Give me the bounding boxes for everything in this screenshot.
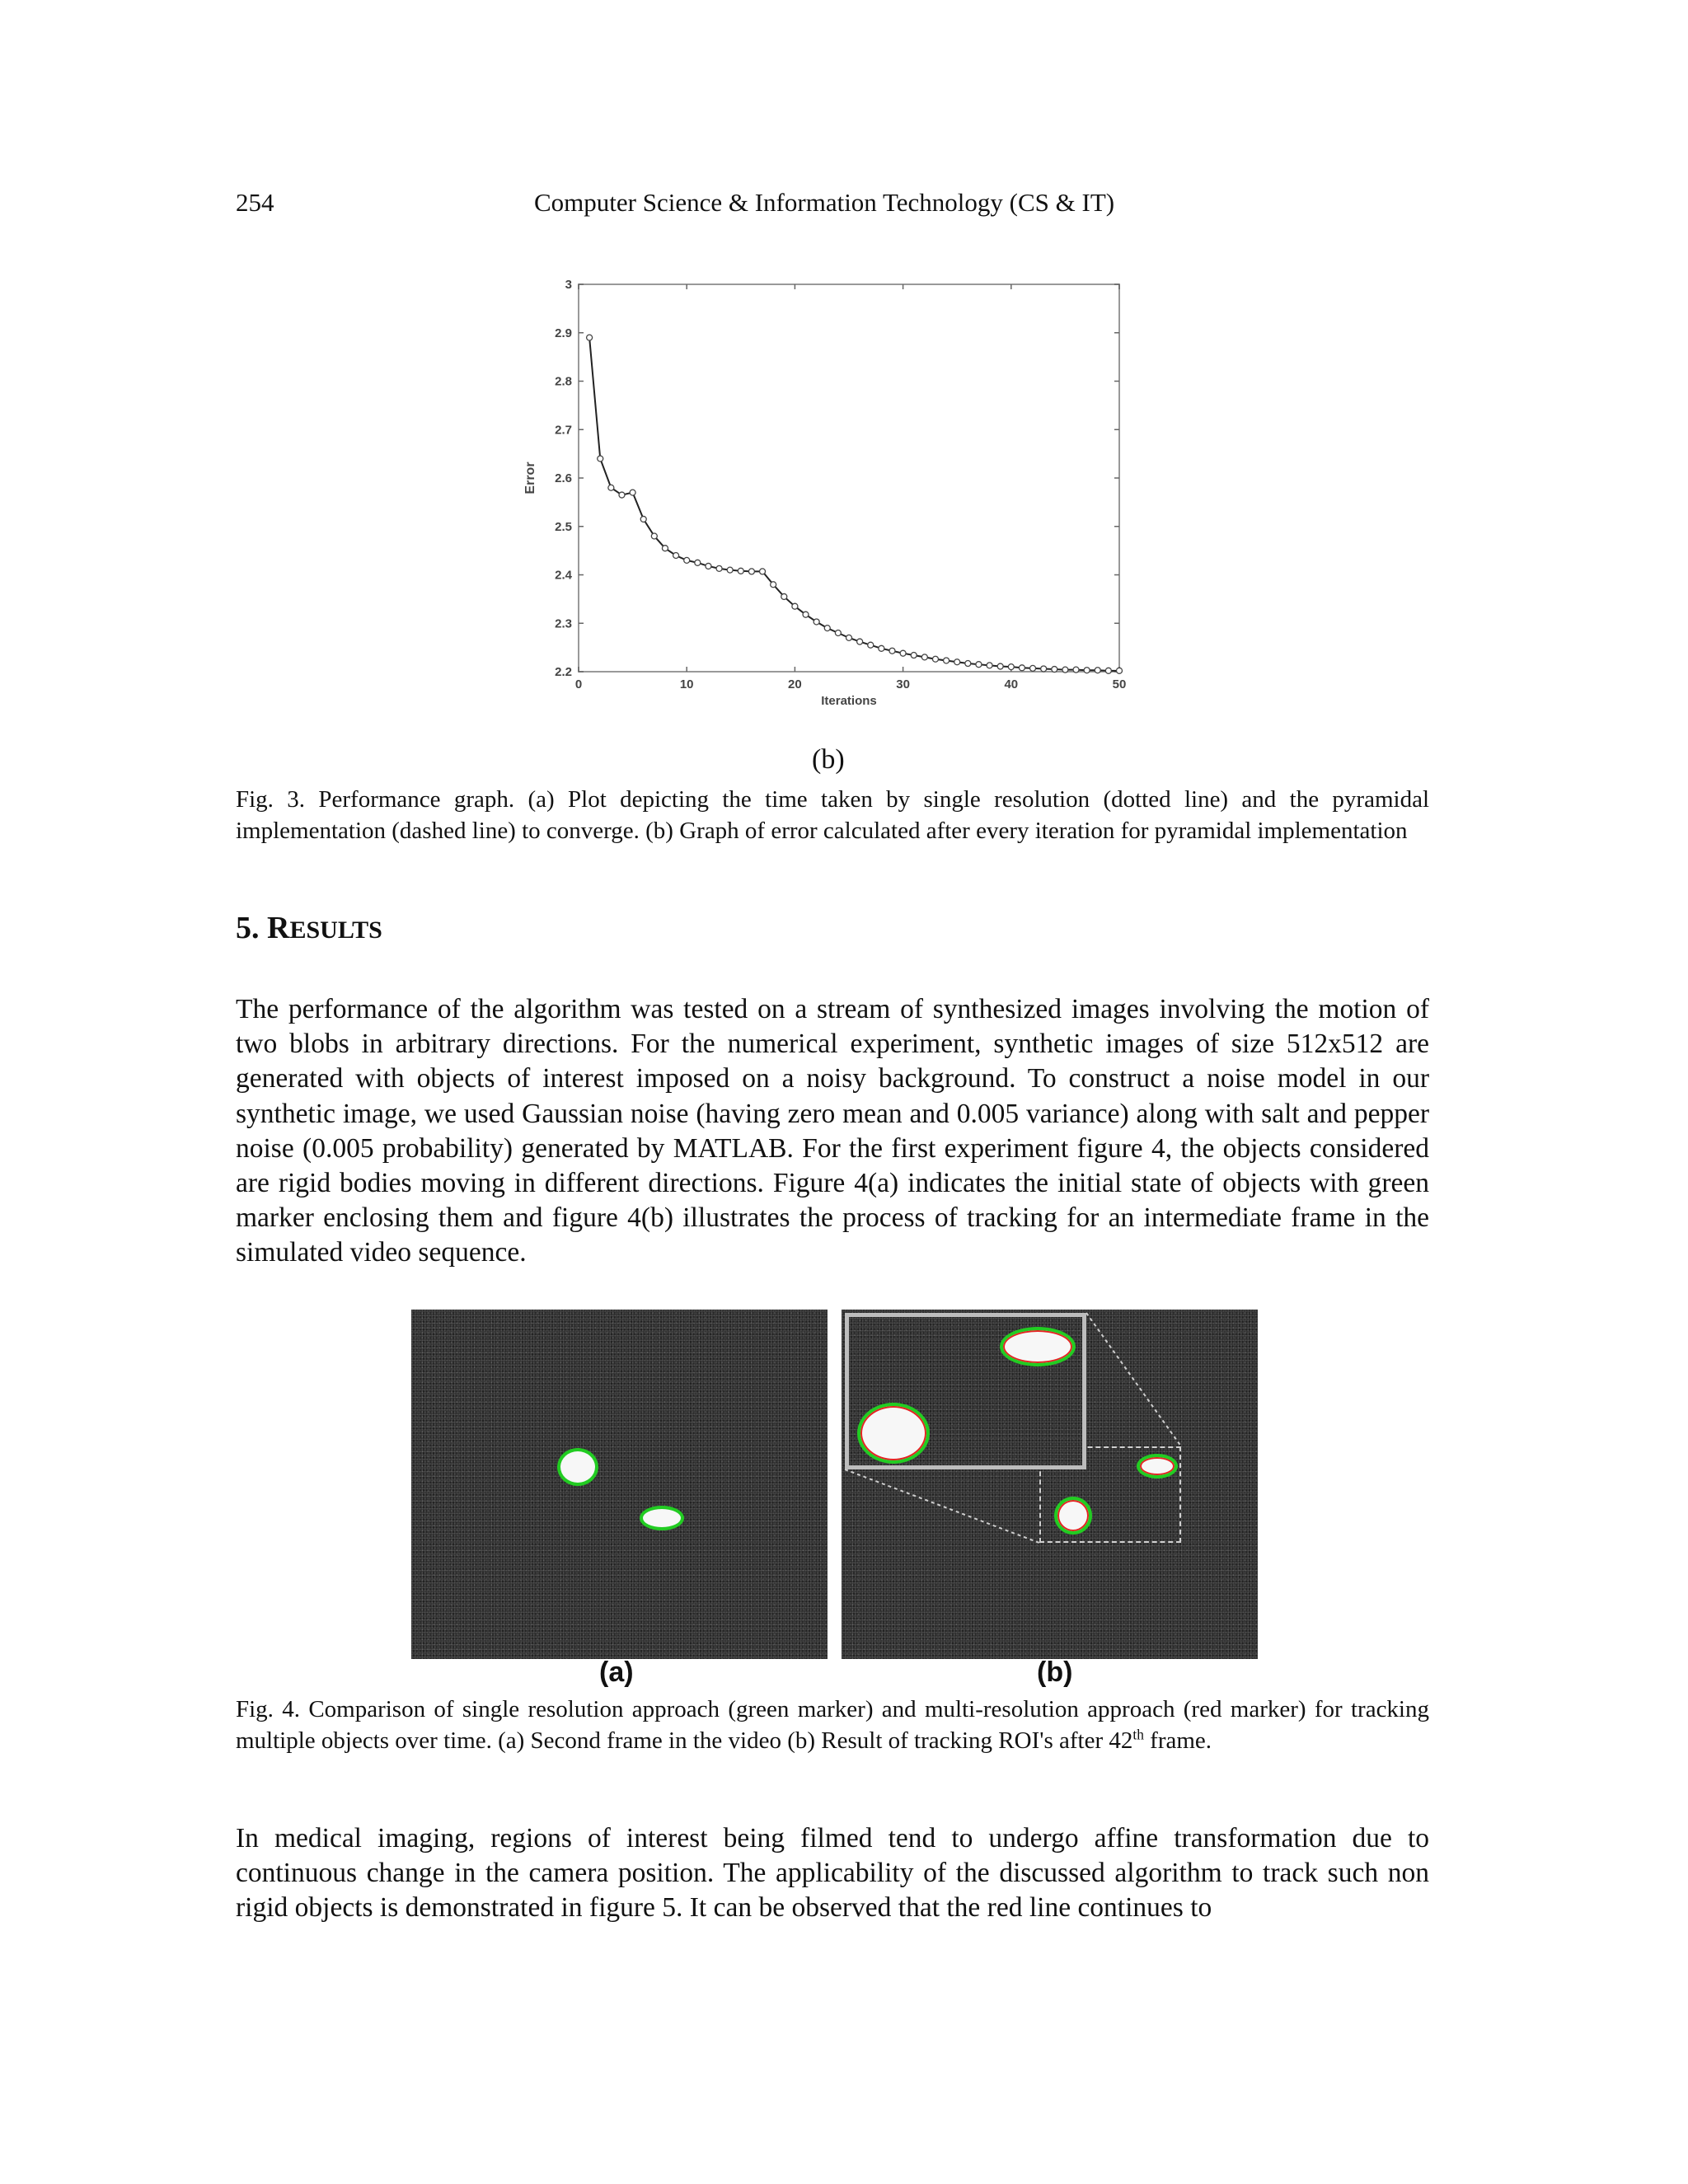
y-tick-label: 2.8	[555, 374, 572, 389]
y-axis-label: Error	[523, 462, 537, 494]
error-data-point	[630, 490, 635, 495]
error-data-point	[997, 663, 1003, 669]
x-tick-label: 0	[574, 677, 583, 691]
error-data-point	[651, 533, 657, 539]
error-data-point	[598, 456, 603, 462]
inset-blob-ellipse	[1000, 1327, 1076, 1366]
error-data-point	[932, 656, 938, 662]
section-number: 5.	[236, 911, 267, 945]
error-data-point	[814, 619, 819, 625]
y-tick-label: 2.6	[555, 471, 572, 485]
blob-round	[557, 1448, 598, 1486]
figure-4a-image	[411, 1310, 828, 1659]
x-tick-label: 10	[679, 677, 694, 691]
error-data-point	[1105, 668, 1111, 673]
error-data-point	[976, 662, 982, 668]
error-data-point	[1117, 668, 1123, 673]
figure-3b-label: (b)	[812, 744, 845, 775]
error-data-point	[803, 612, 809, 617]
error-data-point	[619, 492, 625, 498]
figure-4-caption-sup: th	[1132, 1726, 1144, 1743]
y-tick-label: 2.5	[555, 519, 572, 534]
blob-ellipse-tracked	[1137, 1454, 1178, 1479]
error-data-point	[792, 603, 798, 609]
error-data-point	[911, 653, 917, 658]
figure-4-caption-main: Fig. 4. Comparison of single resolution approach (green marker) and multi-resolution approach (red marker) for tracking multiple objects over time. (a) Second frame in the video (b) Result of tracking ROI's after 42	[236, 1696, 1429, 1754]
zoom-inset	[845, 1313, 1086, 1469]
error-data-point	[706, 563, 711, 569]
error-data-point	[695, 560, 701, 565]
error-data-point	[608, 485, 614, 490]
running-header: Computer Science & Information Technology (CS & IT)	[534, 188, 1115, 217]
error-data-point	[835, 630, 841, 636]
error-data-point	[738, 568, 743, 574]
y-tick-label: 2.3	[555, 616, 572, 631]
error-data-point	[716, 565, 722, 571]
error-data-point	[771, 582, 776, 588]
error-data-point	[1095, 668, 1100, 673]
error-data-point	[727, 567, 733, 573]
error-data-point	[965, 661, 971, 667]
error-data-point	[987, 663, 992, 668]
error-data-point	[889, 648, 895, 654]
results-paragraph-2: In medical imaging, regions of interest being filmed tend to undergo affine transformation due to continuous change in the camera position. The applicability of the discussed algorithm to track such non rigid objects is demonstrated in figure 5. It can be observed that the red line continues to	[236, 1823, 1429, 1924]
error-chart	[511, 268, 1137, 713]
figure-4b-label: (b)	[1037, 1657, 1073, 1688]
error-data-point	[824, 626, 830, 631]
error-data-point	[673, 553, 679, 559]
error-data-point	[1008, 664, 1014, 670]
y-tick-label: 2.4	[555, 568, 572, 583]
error-data-point	[944, 658, 950, 663]
results-paragraph-1: The performance of the algorithm was tested on a stream of synthesized images involving the motion of two blobs in arbitrary directions. For the numerical experiment, synthetic images of size 512x512 are generated with objects of interest imposed on a noisy background. To construct a noise model in our synthetic image, we used Gaussian noise (having zero mean and 0.005 variance) along with salt and pepper noise (0.005 probability) generated by MATLAB. For the first experiment figure 4, the objects considered are rigid bodies moving in different directions. Figure 4(a) indicates the initial state of objects with green marker enclosing them and figure 4(b) illustrates the process of tracking for an intermediate frame in the simulated video sequence.	[236, 994, 1429, 1268]
error-data-point	[1052, 667, 1057, 673]
x-tick-label: 30	[896, 677, 910, 691]
error-data-point	[760, 569, 766, 574]
section-title-rest: ESULTS	[289, 916, 382, 944]
x-tick-label: 50	[1112, 677, 1127, 691]
error-data-point	[921, 654, 927, 660]
error-data-point	[846, 635, 852, 640]
error-data-point	[1073, 667, 1079, 673]
y-tick-label: 3	[565, 278, 572, 292]
error-data-point	[1030, 665, 1036, 671]
error-data-point	[1084, 668, 1090, 673]
error-data-point	[954, 659, 960, 665]
error-data-point	[781, 593, 787, 599]
figure-4-caption	[236, 1694, 1429, 1756]
error-data-point	[1019, 665, 1025, 671]
error-data-point	[662, 546, 668, 551]
page-number: 254	[236, 188, 274, 217]
error-data-point	[879, 645, 884, 651]
error-data-point	[857, 639, 863, 644]
error-data-point	[684, 557, 690, 563]
error-data-point	[1041, 666, 1047, 672]
error-data-point	[900, 650, 906, 656]
error-data-point	[868, 642, 874, 648]
inset-blob-round	[857, 1403, 930, 1464]
zoom-guide-line-bottom	[845, 1469, 1039, 1543]
blob-ellipse	[640, 1506, 684, 1530]
error-data-point	[748, 569, 754, 574]
blob-round-tracked	[1054, 1497, 1092, 1535]
x-axis-label: Iterations	[821, 694, 877, 708]
section-heading	[236, 910, 382, 946]
figure-3-caption: Fig. 3. Performance graph. (a) Plot depicting the time taken by single resolution (dotted line) and the pyramidal implementation (dashed line) to converge. (b) Graph of error calculated after every iteration for pyramidal implementation	[236, 786, 1429, 844]
error-data-point	[640, 516, 646, 522]
y-tick-label: 2.2	[555, 665, 572, 679]
figure-4-caption-end: frame.	[1143, 1727, 1212, 1754]
x-tick-label: 20	[788, 677, 802, 691]
y-tick-label: 2.7	[555, 423, 572, 438]
figure-4b-image	[842, 1310, 1258, 1659]
error-data-point	[587, 335, 593, 340]
x-tick-label: 40	[1004, 677, 1019, 691]
section-title-initial: R	[267, 911, 290, 945]
y-tick-label: 2.9	[555, 326, 572, 340]
figure-4a-label: (a)	[599, 1657, 634, 1688]
zoom-guide-line-top	[1086, 1313, 1181, 1446]
plot-frame	[579, 284, 1119, 672]
error-data-point	[1062, 667, 1068, 673]
